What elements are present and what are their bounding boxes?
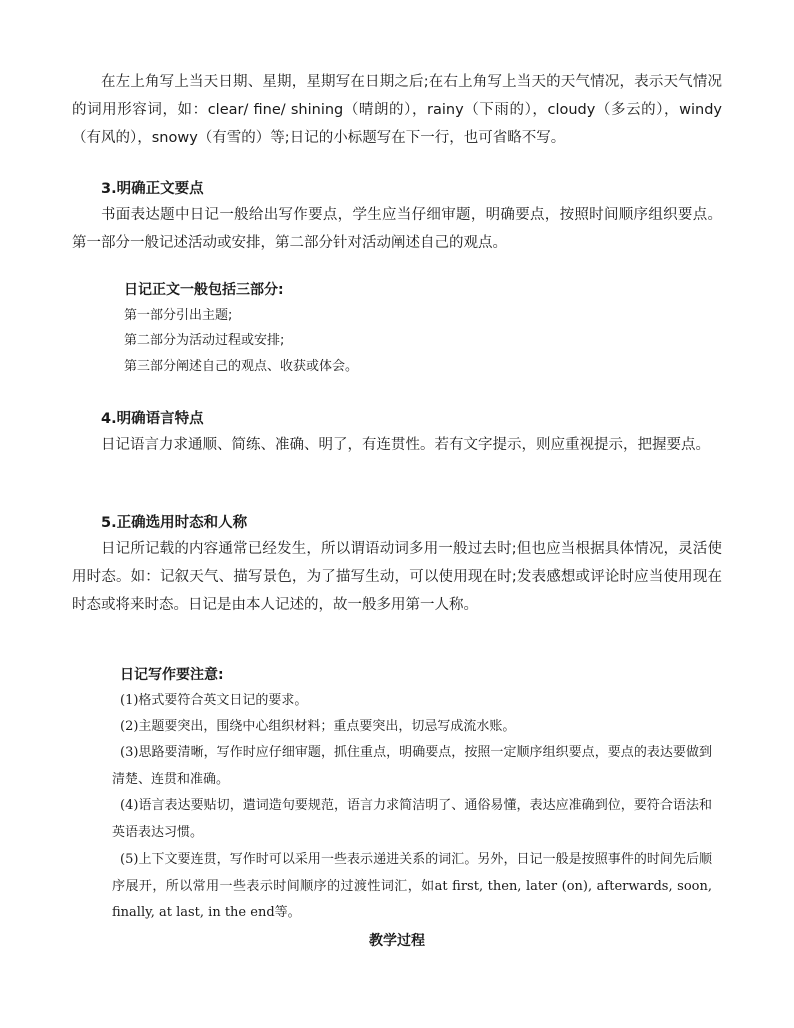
diary-parts-title: 日记正文一般包括三部分: — [124, 282, 284, 298]
section-3-body: 书面表达题中日记一般给出写作要点，学生应当仔细审题，明确要点，按照时间顺序组织要点。第一部分一般记述活动或安排，第二部分针对活动阐述自己的观点。 — [72, 207, 722, 251]
section-3-heading: 3.明确正文要点 — [101, 181, 204, 197]
diary-part-2: 第二部分为活动过程或安排; — [124, 333, 285, 348]
diary-part-1: 第一部分引出主题; — [124, 308, 233, 323]
section-5-body: 日记所记载的内容通常已经发生，所以谓语动词多用一般过去时;但也应当根据具体情况，灵活使用时态。如：记叙天气、描写景色，为了描写生动，可以使用现在时;发表感想或评论时应当使用现在时态或将来时态。日记是由本人记述的，故一般多用第一人称。 — [72, 541, 722, 613]
note-item-5: (5)上下文要连贯，写作时可以采用一些表示递进关系的词汇。另外，日记一般是按照事件的时间先后顺序展开，所以常用一些表示时间顺序的过渡性词汇，如at first, then, later (on), afterwards, soon, finally, at last, in the end等。 — [112, 852, 712, 920]
note-item-1: (1)格式要符合英文日记的要求。 — [120, 693, 308, 708]
note-item-4: (4)语言表达要贴切，遣词造句要规范，语言力求简洁明了、通俗易懂，表达应准确到位，要符合语法和英语表达习惯。 — [112, 798, 712, 840]
notes-title: 日记写作要注意: — [120, 667, 224, 683]
intro-paragraph: 在左上角写上当天日期、星期，星期写在日期之后;在右上角写上当天的天气情况，表示天气情况的词用形容词，如：clear/ fine/ shining（晴朗的），rainy（下雨的），cloudy（多云的），windy（有风的），snowy（有雪的）等;日记的小标题写在下一行，也可省略不写。 — [72, 74, 722, 146]
note-item-2: (2)主题要突出，围绕中心组织材料；重点要突出，切忌写成流水账。 — [120, 719, 516, 734]
teaching-process-title: 教学过程 — [369, 933, 425, 949]
diary-part-3: 第三部分阐述自己的观点、收获或体会。 — [124, 359, 359, 374]
note-item-3: (3)思路要清晰，写作时应仔细审题，抓住重点，明确要点，按照一定顺序组织要点，要点的表达要做到清楚、连贯和准确。 — [112, 745, 712, 787]
section-5-heading: 5.正确选用时态和人称 — [101, 515, 248, 531]
section-4-heading: 4.明确语言特点 — [101, 411, 204, 427]
section-4-body: 日记语言力求通顺、简练、准确、明了，有连贯性。若有文字提示，则应重视提示，把握要点。 — [101, 437, 710, 453]
